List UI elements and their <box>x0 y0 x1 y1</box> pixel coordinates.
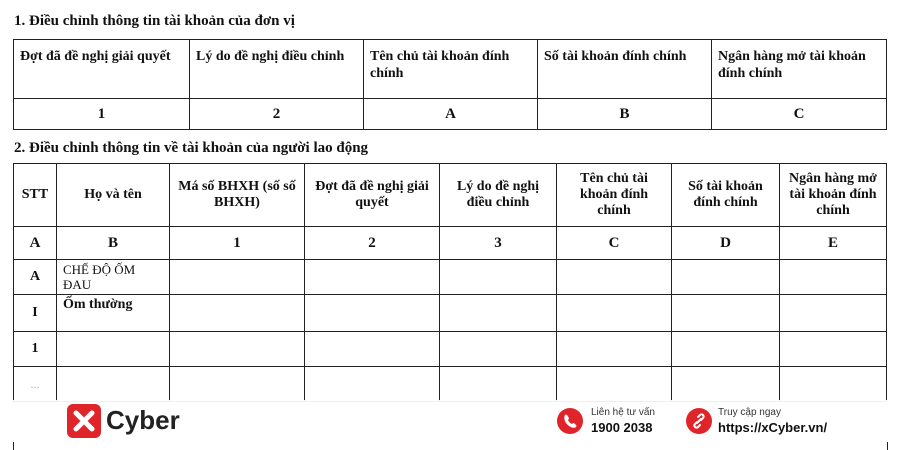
header-cell: Má số BHXH (số số BHXH) <box>170 164 305 227</box>
stt-cell: ... <box>14 367 57 402</box>
code-cell: D <box>672 227 780 260</box>
table-row <box>14 367 887 402</box>
code-cell: 2 <box>190 99 364 130</box>
table-header-row <box>14 40 887 99</box>
visit-url-link[interactable]: https://xCyber.vn/ <box>718 420 828 435</box>
header-cell: Lý do đề nghị điều chỉnh <box>190 40 364 99</box>
contact-number[interactable]: 1900 2038 <box>591 420 653 435</box>
name-cell <box>57 367 170 402</box>
table-row <box>14 332 887 367</box>
code-cell: 2 <box>305 227 440 260</box>
brand-name: Cyber <box>106 405 180 435</box>
table-code-row <box>14 99 887 130</box>
name-cell <box>57 332 170 367</box>
x-logo-icon <box>67 404 101 438</box>
table-row <box>14 295 887 332</box>
header-cell: STT <box>14 164 57 227</box>
code-cell: 3 <box>440 227 557 260</box>
table-continuation <box>13 442 888 450</box>
code-cell: A <box>364 99 538 130</box>
code-cell: B <box>538 99 712 130</box>
stt-cell: I <box>14 295 57 332</box>
contact-label: Liên hệ tư vấn <box>591 407 655 418</box>
table-row <box>14 260 887 295</box>
stt-cell: 1 <box>14 332 57 367</box>
code-cell: 1 <box>170 227 305 260</box>
name-cell: CHẾ ĐỘ ỐM ĐAU <box>57 260 170 295</box>
header-cell: Đợt đã đề nghị giải quyết <box>305 164 440 227</box>
section2-title: 2. Điều chỉnh thông tin về tài khoản của người lao động <box>14 140 369 156</box>
unit-account-table <box>13 39 887 130</box>
employee-account-table <box>13 163 887 402</box>
stt-cell: A <box>14 260 57 295</box>
code-cell: C <box>712 99 887 130</box>
code-cell: A <box>14 227 57 260</box>
visit-label: Truy cập ngay <box>718 407 781 418</box>
table-header-row <box>14 164 887 227</box>
code-cell: B <box>57 227 170 260</box>
code-cell: 1 <box>14 99 190 130</box>
header-cell: Tên chủ tài khoản đính chính <box>364 40 538 99</box>
header-cell: Họ và tên <box>57 164 170 227</box>
link-icon <box>686 408 712 434</box>
header-cell: Đợt đã đề nghị giải quyết <box>14 40 190 99</box>
code-cell: C <box>557 227 672 260</box>
header-cell: Số tài khoản đính chính <box>672 164 780 227</box>
header-cell: Ngân hàng mở tài khoản đính chính <box>712 40 887 99</box>
header-cell: Lý do đề nghị điều chỉnh <box>440 164 557 227</box>
phone-icon <box>557 408 583 434</box>
section1-title: 1. Điều chỉnh thông tin tài khoản của đơn vị <box>14 13 295 29</box>
code-cell: E <box>780 227 887 260</box>
cyber-banner <box>0 400 900 442</box>
header-cell: Số tài khoản đính chính <box>538 40 712 99</box>
header-cell: Ngân hàng mở tài khoản đính chính <box>780 164 887 227</box>
name-cell: Ốm thường <box>57 295 170 332</box>
header-cell: Tên chủ tài khoản đính chính <box>557 164 672 227</box>
table-code-row <box>14 227 887 260</box>
